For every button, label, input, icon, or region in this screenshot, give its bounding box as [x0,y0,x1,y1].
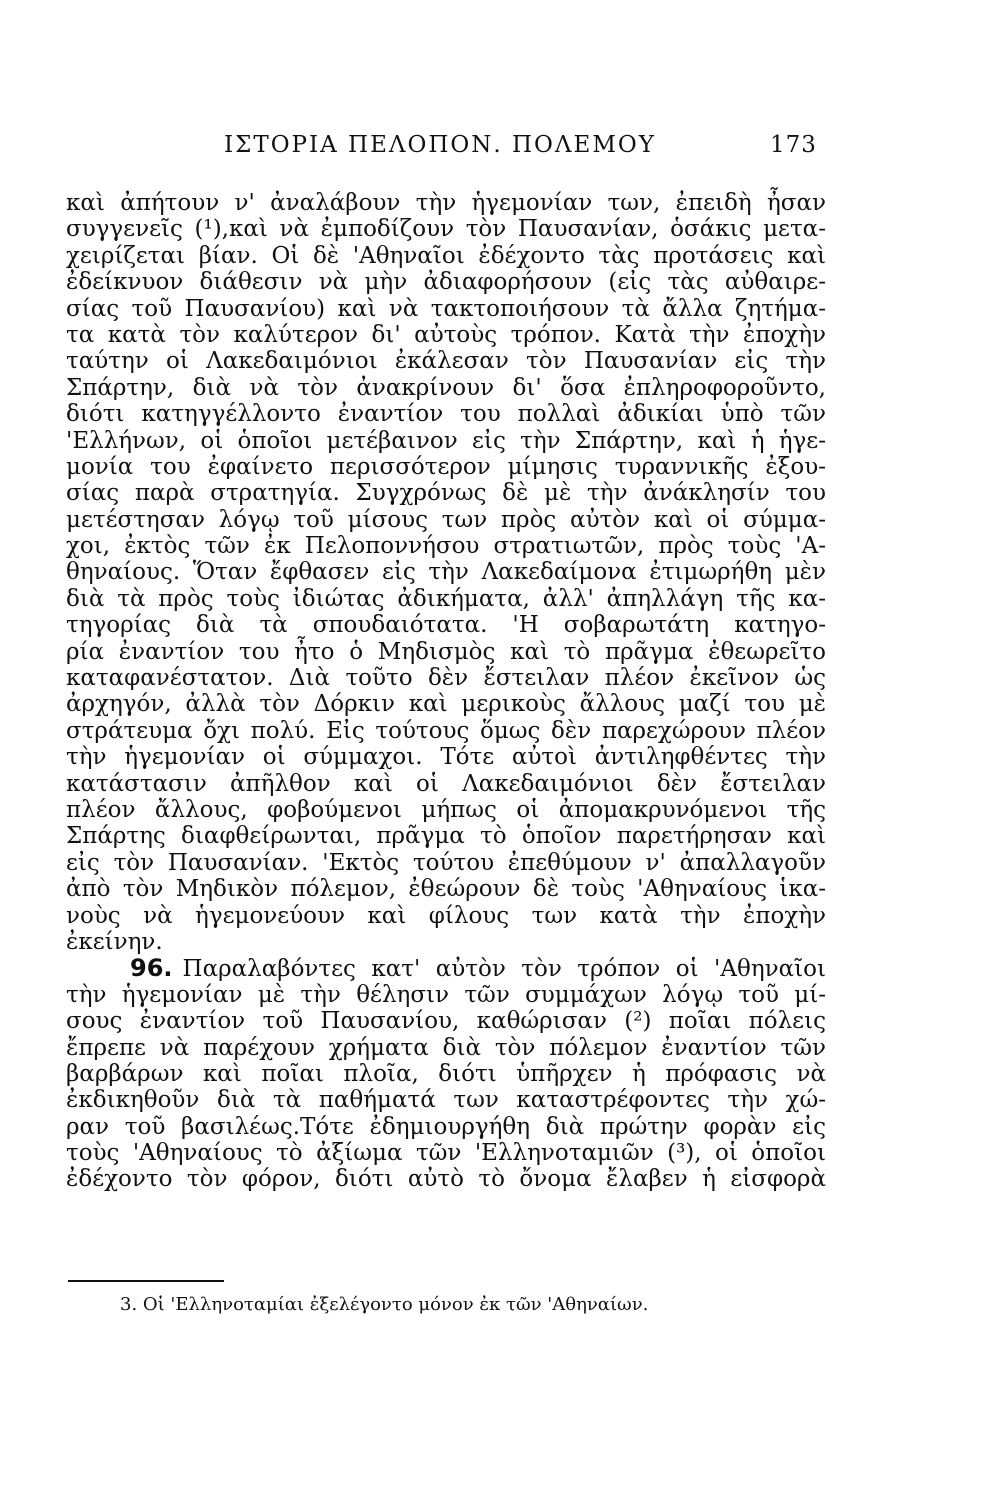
page-number: 173 [770,132,817,158]
text-line: σους ἐναντίον τοῦ Παυσανίου, καθώρισαν (²) ποῖαι πόλεις [66,1008,826,1035]
text-line: χοι, ἐκτὸς τῶν ἐκ Πελοποννήσου στρατιωτῶν, πρὸς τοὺς 'Α- [66,533,826,560]
text-line: ἀρχηγόν, ἀλλὰ τὸν Δόρκιν καὶ μερικοὺς ἄλλους μαζί του μὲ [66,691,826,718]
text-line: ταύτην οἱ Λακεδαιμόνιοι ἐκάλεσαν τὸν Παυσανίαν εἰς τὴν [66,348,826,375]
text-line: ἐκδικηθοῦν διὰ τὰ παθήματά των καταστρέφοντες τὴν χώ- [66,1087,826,1114]
text-line: τὴν ἡγεμονίαν οἱ σύμμαχοι. Τότε αὐτοὶ ἀντιληφθέντες τὴν [66,744,826,771]
text-line: σίας τοῦ Παυσανίου) καὶ νὰ τακτοποιήσουν τὰ ἄλλα ζητήμα- [66,295,826,322]
text-line: θηναίους. Ὅταν ἔφθασεν εἰς τὴν Λακεδαίμονα ἐτιμωρήθη μὲν [66,559,826,586]
text-line: καὶ ἀπήτουν ν' ἀναλάβουν τὴν ἡγεμονίαν των, ἐπειδὴ ἦσαν [66,190,826,216]
section-first-line [66,955,826,981]
text-line: χειρίζεται βίαν. Οἱ δὲ 'Αθηναῖοι ἐδέχοντο τὰς προτάσεις καὶ [66,242,826,269]
text-line: συγγενεῖς (¹),καὶ νὰ ἐμποδίζουν τὸν Παυσανίαν, ὁσάκις μετα- [66,216,826,243]
text-line: Σπάρτην, διὰ νὰ τὸν ἀνακρίνουν δι' ὅσα ἐπληροφοροῦντο, [66,374,826,401]
text-line: νοὺς νὰ ἡγεμονεύουν καὶ φίλους των κατὰ τὴν ἐποχὴν [66,902,826,929]
text-line: διὰ τὰ πρὸς τοὺς ἰδιώτας ἀδικήματα, ἀλλ' ἀπηλλάγη τῆς κα- [66,585,826,612]
text-line: Σπάρτης διαφθείρωνται, πρᾶγμα τὸ ὁποῖον παρετήρησαν καὶ [66,823,826,850]
text-line: κατάστασιν ἀπῆλθον καὶ οἱ Λακεδαιμόνιοι δὲν ἔστειλαν [66,770,826,797]
text-line: στράτευμα ὄχι πολύ. Εἰς τούτους ὅμως δὲν παρεχώρουν πλέον [66,717,826,744]
text-line: σίας παρὰ στρατηγία. Συγχρόνως δὲ μὲ τὴν ἀνάκλησίν του [66,480,826,507]
footnote-divider [68,1280,224,1282]
text-line: ραν τοῦ βασιλέως.Τότε ἐδημιουργήθη διὰ πρώτην φορὰν εἰς [66,1113,826,1140]
text-line: Παραλαβόντες κατ' αὐτὸν τὸν τρόπον οἱ 'Αθηναῖοι [182,956,826,983]
text-line: ρία ἐναντίον του ἦτο ὁ Μηδισμὸς καὶ τὸ πρᾶγμα ἐθεωρεῖτο [66,638,826,665]
text-line: τοὺς 'Αθηναίους τὸ ἀξίωμα τῶν 'Ελληνοταμιῶν (³), οἱ ὁποῖοι [66,1140,826,1167]
running-title: ΙΣΤΟΡΙΑ ΠΕΛΟΠΟΝ. ΠΟΛΕΜΟΥ [224,132,656,158]
footnote: 3. Οἱ 'Ελληνοταμίαι ἐξελέγοντο μόνον ἐκ τῶν 'Αθηναίων. [120,1294,649,1315]
text-line: πλέον ἄλλους, φοβούμενοι μήπως οἱ ἀπομακρυνόμενοι τῆς [66,796,826,823]
text-line: τηγορίας διὰ τὰ σπουδαιότατα. 'Η σοβαρωτάτη κατηγο- [66,612,826,639]
text-line: τα κατὰ τὸν καλύτερον δι' αὐτοὺς τρόπον. Κατὰ τὴν ἐποχὴν [66,321,826,348]
text-line: καταφανέστατον. Διὰ τοῦτο δὲν ἔστειλαν πλέον ἐκεῖνον ὡς [66,665,826,692]
text-line: ἔπρεπε νὰ παρέχουν χρήματα διὰ τὸν πόλεμον ἐναντίον τῶν [66,1034,826,1061]
text-line: ἀπὸ τὸν Μηδικὸν πόλεμον, ἐθεώρουν δὲ τοὺς 'Αθηναίους ἱκα- [66,876,826,903]
text-line: τὴν ἡγεμονίαν μὲ τὴν θέλησιν τῶν συμμάχων λόγῳ τοῦ μί- [66,981,826,1008]
text-line: βαρβάρων καὶ ποῖαι πλοῖα, διότι ὑπῆρχεν ἡ πρόφασις νὰ [66,1060,826,1087]
text-line: ἐκείνην. [66,928,163,955]
text-line: μετέστησαν λόγῳ τοῦ μίσους των πρὸς αὐτὸν καὶ οἱ σύμμα- [66,506,826,533]
text-line: ἐδέχοντο τὸν φόρον, διότι αὐτὸ τὸ ὄνομα ἔλαβεν ἡ εἰσφορὰ [66,1166,826,1193]
text-line: μονία του ἐφαίνετο περισσότερον μίμησις τυραννικῆς ἐξου- [66,453,826,480]
section-number: 96. [130,954,173,983]
text-line: 'Ελλήνων, οἱ ὁποῖοι μετέβαινον εἰς τὴν Σπάρτην, καὶ ἡ ἡγε- [66,427,826,454]
text-line: διότι κατηγγέλλοντο ἐναντίον του πολλαὶ ἀδικίαι ὑπὸ τῶν [66,401,826,428]
text-line: ἐδείκνυον διάθεσιν νὰ μὴν ἀδιαφορήσουν (εἰς τὰς αὐθαιρε- [66,269,826,296]
main-text [66,190,826,1193]
text-line: εἰς τὸν Παυσανίαν. 'Εκτὸς τούτου ἐπεθύμουν ν' ἀπαλλαγοῦν [66,849,826,876]
